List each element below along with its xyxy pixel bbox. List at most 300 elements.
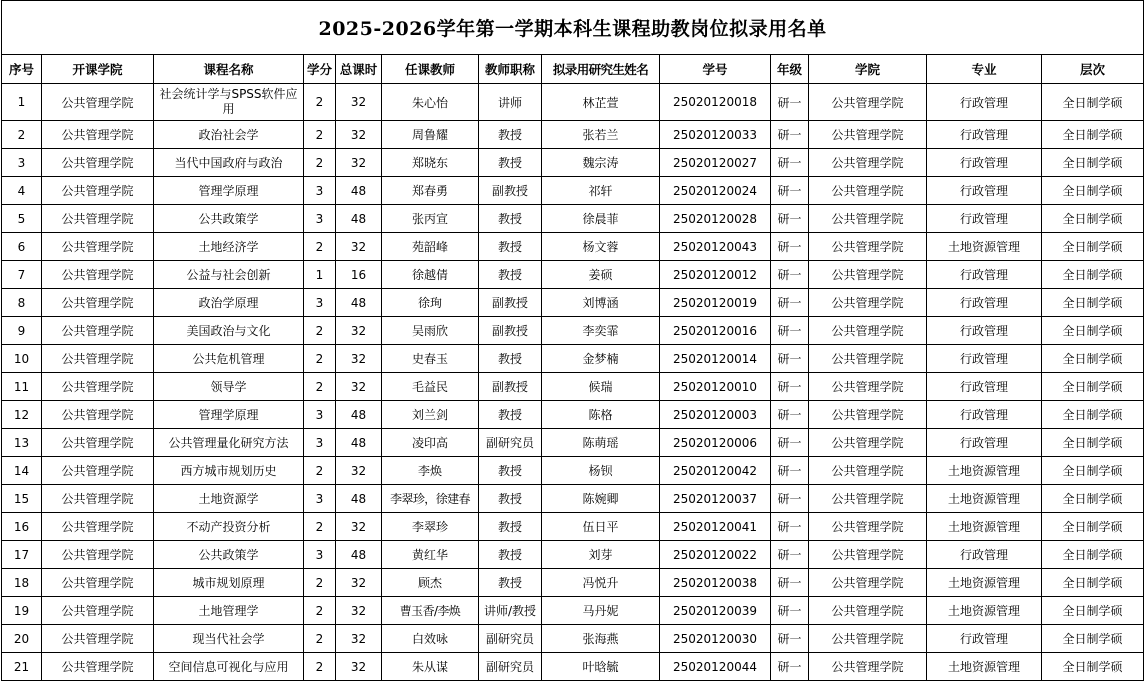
cell-instructor: 凌印高 — [382, 429, 479, 457]
cell-degree-level: 全日制学硕 — [1042, 625, 1144, 653]
cell-index: 2 — [2, 121, 42, 149]
cell-credits: 2 — [304, 149, 336, 177]
cell-major: 土地资源管理 — [927, 653, 1042, 681]
cell-student-name: 陈婉卿 — [542, 485, 660, 513]
cell-instructor: 毛益民 — [382, 373, 479, 401]
cell-college: 公共管理学院 — [42, 429, 154, 457]
cell-instructor-title: 教授 — [479, 261, 542, 289]
cell-student-id: 25020120027 — [660, 149, 771, 177]
cell-credits: 2 — [304, 121, 336, 149]
cell-total-hours: 32 — [336, 373, 382, 401]
table-row — [2, 513, 1144, 541]
cell-major: 行政管理 — [927, 289, 1042, 317]
cell-index: 5 — [2, 205, 42, 233]
cell-student-name: 金梦楠 — [542, 345, 660, 373]
table-row — [2, 345, 1144, 373]
table-row — [2, 401, 1144, 429]
cell-major: 行政管理 — [927, 177, 1042, 205]
admission-list-table — [1, 0, 1144, 681]
cell-course-name: 公共管理量化研究方法 — [154, 429, 304, 457]
cell-index: 16 — [2, 513, 42, 541]
cell-total-hours: 32 — [336, 513, 382, 541]
cell-instructor: 顾杰 — [382, 569, 479, 597]
cell-course-name: 西方城市规划历史 — [154, 457, 304, 485]
cell-grade: 研一 — [771, 401, 809, 429]
cell-college: 公共管理学院 — [42, 373, 154, 401]
cell-student-id: 25020120030 — [660, 625, 771, 653]
cell-student-id: 25020120041 — [660, 513, 771, 541]
cell-index: 20 — [2, 625, 42, 653]
cell-major: 行政管理 — [927, 205, 1042, 233]
cell-major: 行政管理 — [927, 429, 1042, 457]
cell-course-name: 空间信息可视化与应用 — [154, 653, 304, 681]
cell-major: 行政管理 — [927, 84, 1042, 121]
cell-credits: 2 — [304, 513, 336, 541]
cell-major: 土地资源管理 — [927, 457, 1042, 485]
column-header-college: 开课学院 — [42, 55, 154, 84]
cell-student-id: 25020120042 — [660, 457, 771, 485]
cell-student-name: 刘芽 — [542, 541, 660, 569]
cell-college: 公共管理学院 — [42, 513, 154, 541]
cell-credits: 3 — [304, 177, 336, 205]
cell-college: 公共管理学院 — [42, 401, 154, 429]
cell-grade: 研一 — [771, 457, 809, 485]
cell-major: 土地资源管理 — [927, 569, 1042, 597]
cell-degree-level: 全日制学硕 — [1042, 653, 1144, 681]
cell-student-name: 陈萌瑶 — [542, 429, 660, 457]
cell-grade: 研一 — [771, 541, 809, 569]
cell-instructor-title: 教授 — [479, 149, 542, 177]
cell-student-id: 25020120039 — [660, 597, 771, 625]
cell-instructor: 郑春勇 — [382, 177, 479, 205]
cell-student-id: 25020120003 — [660, 401, 771, 429]
cell-major: 行政管理 — [927, 317, 1042, 345]
cell-total-hours: 32 — [336, 597, 382, 625]
cell-total-hours: 32 — [336, 317, 382, 345]
cell-total-hours: 32 — [336, 149, 382, 177]
cell-credits: 2 — [304, 569, 336, 597]
cell-student-id: 25020120043 — [660, 233, 771, 261]
column-header-student-id: 学号 — [660, 55, 771, 84]
cell-index: 19 — [2, 597, 42, 625]
cell-student-id: 25020120028 — [660, 205, 771, 233]
cell-grade: 研一 — [771, 149, 809, 177]
cell-instructor-title: 教授 — [479, 205, 542, 233]
cell-degree-level: 全日制学硕 — [1042, 401, 1144, 429]
cell-instructor-title: 教授 — [479, 569, 542, 597]
cell-student-college: 公共管理学院 — [809, 401, 927, 429]
cell-student-id: 25020120019 — [660, 289, 771, 317]
cell-total-hours: 32 — [336, 345, 382, 373]
cell-major: 行政管理 — [927, 345, 1042, 373]
cell-total-hours: 48 — [336, 289, 382, 317]
cell-index: 6 — [2, 233, 42, 261]
cell-instructor-title: 副研究员 — [479, 429, 542, 457]
column-header-major: 专业 — [927, 55, 1042, 84]
cell-total-hours: 48 — [336, 177, 382, 205]
cell-grade: 研一 — [771, 569, 809, 597]
cell-student-college: 公共管理学院 — [809, 569, 927, 597]
cell-student-id: 25020120018 — [660, 84, 771, 121]
cell-total-hours: 48 — [336, 401, 382, 429]
cell-instructor-title: 教授 — [479, 233, 542, 261]
table-row — [2, 373, 1144, 401]
cell-index: 9 — [2, 317, 42, 345]
cell-credits: 2 — [304, 457, 336, 485]
cell-credits: 2 — [304, 84, 336, 121]
cell-degree-level: 全日制学硕 — [1042, 569, 1144, 597]
cell-student-college: 公共管理学院 — [809, 233, 927, 261]
cell-student-college: 公共管理学院 — [809, 541, 927, 569]
cell-total-hours: 32 — [336, 121, 382, 149]
cell-college: 公共管理学院 — [42, 597, 154, 625]
cell-total-hours: 32 — [336, 457, 382, 485]
cell-major: 土地资源管理 — [927, 485, 1042, 513]
cell-student-name: 马丹妮 — [542, 597, 660, 625]
cell-major: 行政管理 — [927, 261, 1042, 289]
cell-degree-level: 全日制学硕 — [1042, 205, 1144, 233]
cell-course-name: 美国政治与文化 — [154, 317, 304, 345]
cell-instructor: 白效咏 — [382, 625, 479, 653]
cell-credits: 2 — [304, 625, 336, 653]
cell-instructor-title: 教授 — [479, 345, 542, 373]
column-header-student-college: 学院 — [809, 55, 927, 84]
cell-index: 12 — [2, 401, 42, 429]
cell-degree-level: 全日制学硕 — [1042, 513, 1144, 541]
cell-index: 13 — [2, 429, 42, 457]
column-header-grade: 年级 — [771, 55, 809, 84]
cell-college: 公共管理学院 — [42, 261, 154, 289]
cell-grade: 研一 — [771, 597, 809, 625]
cell-major: 行政管理 — [927, 625, 1042, 653]
cell-college: 公共管理学院 — [42, 541, 154, 569]
cell-course-name: 现当代社会学 — [154, 625, 304, 653]
cell-total-hours: 32 — [336, 569, 382, 597]
cell-course-name: 公共危机管理 — [154, 345, 304, 373]
table-row — [2, 121, 1144, 149]
cell-instructor: 史春玉 — [382, 345, 479, 373]
cell-college: 公共管理学院 — [42, 345, 154, 373]
column-header-credits: 学分 — [304, 55, 336, 84]
cell-course-name: 政治学原理 — [154, 289, 304, 317]
cell-student-name: 候瑞 — [542, 373, 660, 401]
cell-grade: 研一 — [771, 177, 809, 205]
cell-course-name: 公共政策学 — [154, 205, 304, 233]
cell-course-name: 不动产投资分析 — [154, 513, 304, 541]
table-row — [2, 149, 1144, 177]
cell-index: 18 — [2, 569, 42, 597]
column-header-total-hours: 总课时 — [336, 55, 382, 84]
cell-student-college: 公共管理学院 — [809, 597, 927, 625]
cell-student-name: 张若兰 — [542, 121, 660, 149]
cell-student-name: 陈格 — [542, 401, 660, 429]
cell-instructor-title: 讲师 — [479, 84, 542, 121]
cell-grade: 研一 — [771, 317, 809, 345]
cell-instructor-title: 教授 — [479, 513, 542, 541]
column-header-degree-level: 层次 — [1042, 55, 1144, 84]
cell-college: 公共管理学院 — [42, 653, 154, 681]
cell-student-id: 25020120038 — [660, 569, 771, 597]
cell-instructor: 吴雨欣 — [382, 317, 479, 345]
cell-student-name: 李奕霏 — [542, 317, 660, 345]
cell-instructor: 张丙宣 — [382, 205, 479, 233]
cell-student-college: 公共管理学院 — [809, 84, 927, 121]
cell-student-id: 25020120012 — [660, 261, 771, 289]
cell-student-name: 徐晨菲 — [542, 205, 660, 233]
cell-degree-level: 全日制学硕 — [1042, 121, 1144, 149]
cell-college: 公共管理学院 — [42, 149, 154, 177]
cell-student-college: 公共管理学院 — [809, 625, 927, 653]
cell-major: 行政管理 — [927, 541, 1042, 569]
cell-student-id: 25020120037 — [660, 485, 771, 513]
table-row — [2, 569, 1144, 597]
table-body — [2, 84, 1144, 681]
cell-credits: 2 — [304, 345, 336, 373]
cell-instructor: 李焕 — [382, 457, 479, 485]
table-row — [2, 597, 1144, 625]
table-row — [2, 177, 1144, 205]
table-row — [2, 233, 1144, 261]
cell-grade: 研一 — [771, 345, 809, 373]
cell-instructor: 李翠珍，徐建春 — [382, 485, 479, 513]
cell-index: 1 — [2, 84, 42, 121]
cell-credits: 3 — [304, 541, 336, 569]
column-header-instructor-title: 教师职称 — [479, 55, 542, 84]
cell-total-hours: 32 — [336, 84, 382, 121]
cell-course-name: 管理学原理 — [154, 401, 304, 429]
cell-index: 21 — [2, 653, 42, 681]
cell-college: 公共管理学院 — [42, 121, 154, 149]
cell-grade: 研一 — [771, 625, 809, 653]
cell-degree-level: 全日制学硕 — [1042, 485, 1144, 513]
table-row — [2, 84, 1144, 121]
cell-student-id: 25020120044 — [660, 653, 771, 681]
cell-student-id: 25020120014 — [660, 345, 771, 373]
column-header-index: 序号 — [2, 55, 42, 84]
cell-course-name: 公共政策学 — [154, 541, 304, 569]
cell-credits: 1 — [304, 261, 336, 289]
table-row — [2, 653, 1144, 681]
cell-grade: 研一 — [771, 653, 809, 681]
cell-index: 10 — [2, 345, 42, 373]
cell-major: 土地资源管理 — [927, 233, 1042, 261]
cell-student-name: 魏宗涛 — [542, 149, 660, 177]
cell-degree-level: 全日制学硕 — [1042, 317, 1144, 345]
cell-index: 15 — [2, 485, 42, 513]
spreadsheet-document — [1, 0, 1144, 681]
table-row — [2, 205, 1144, 233]
cell-grade: 研一 — [771, 429, 809, 457]
cell-college: 公共管理学院 — [42, 485, 154, 513]
cell-index: 17 — [2, 541, 42, 569]
cell-instructor: 周鲁耀 — [382, 121, 479, 149]
cell-student-name: 林芷萱 — [542, 84, 660, 121]
cell-index: 8 — [2, 289, 42, 317]
cell-degree-level: 全日制学硕 — [1042, 233, 1144, 261]
cell-major: 土地资源管理 — [927, 597, 1042, 625]
cell-index: 4 — [2, 177, 42, 205]
cell-instructor-title: 教授 — [479, 541, 542, 569]
cell-course-name: 土地管理学 — [154, 597, 304, 625]
cell-course-name: 社会统计学与SPSS软件应用 — [154, 84, 304, 121]
cell-college: 公共管理学院 — [42, 289, 154, 317]
cell-index: 3 — [2, 149, 42, 177]
cell-instructor-title: 副教授 — [479, 289, 542, 317]
cell-instructor-title: 副教授 — [479, 373, 542, 401]
cell-college: 公共管理学院 — [42, 205, 154, 233]
cell-grade: 研一 — [771, 513, 809, 541]
table-row — [2, 457, 1144, 485]
table-row — [2, 261, 1144, 289]
cell-course-name: 管理学原理 — [154, 177, 304, 205]
cell-course-name: 城市规划原理 — [154, 569, 304, 597]
table-row — [2, 625, 1144, 653]
cell-college: 公共管理学院 — [42, 625, 154, 653]
cell-total-hours: 48 — [336, 485, 382, 513]
cell-total-hours: 48 — [336, 429, 382, 457]
cell-credits: 3 — [304, 205, 336, 233]
cell-total-hours: 48 — [336, 541, 382, 569]
cell-college: 公共管理学院 — [42, 84, 154, 121]
cell-major: 行政管理 — [927, 149, 1042, 177]
cell-course-name: 公益与社会创新 — [154, 261, 304, 289]
column-header-student-name: 拟录用研究生姓名 — [542, 55, 660, 84]
cell-grade: 研一 — [771, 261, 809, 289]
cell-credits: 3 — [304, 289, 336, 317]
cell-degree-level: 全日制学硕 — [1042, 373, 1144, 401]
cell-student-id: 25020120010 — [660, 373, 771, 401]
cell-major: 行政管理 — [927, 401, 1042, 429]
cell-degree-level: 全日制学硕 — [1042, 541, 1144, 569]
cell-index: 7 — [2, 261, 42, 289]
cell-degree-level: 全日制学硕 — [1042, 597, 1144, 625]
cell-grade: 研一 — [771, 289, 809, 317]
cell-degree-level: 全日制学硕 — [1042, 84, 1144, 121]
cell-student-name: 刘博涵 — [542, 289, 660, 317]
cell-instructor-title: 副教授 — [479, 177, 542, 205]
cell-student-college: 公共管理学院 — [809, 653, 927, 681]
cell-student-college: 公共管理学院 — [809, 457, 927, 485]
cell-course-name: 政治社会学 — [154, 121, 304, 149]
cell-course-name: 土地资源学 — [154, 485, 304, 513]
cell-index: 14 — [2, 457, 42, 485]
table-row — [2, 289, 1144, 317]
cell-student-college: 公共管理学院 — [809, 121, 927, 149]
cell-student-college: 公共管理学院 — [809, 485, 927, 513]
cell-college: 公共管理学院 — [42, 177, 154, 205]
cell-student-name: 姜硕 — [542, 261, 660, 289]
cell-degree-level: 全日制学硕 — [1042, 457, 1144, 485]
cell-total-hours: 48 — [336, 205, 382, 233]
cell-student-college: 公共管理学院 — [809, 429, 927, 457]
column-header-row — [2, 55, 1144, 84]
cell-instructor: 刘兰剑 — [382, 401, 479, 429]
cell-instructor: 徐珣 — [382, 289, 479, 317]
cell-student-name: 冯悦升 — [542, 569, 660, 597]
cell-student-name: 伍日平 — [542, 513, 660, 541]
cell-course-name: 领导学 — [154, 373, 304, 401]
column-header-course-name: 课程名称 — [154, 55, 304, 84]
cell-major: 土地资源管理 — [927, 513, 1042, 541]
cell-degree-level: 全日制学硕 — [1042, 177, 1144, 205]
cell-student-college: 公共管理学院 — [809, 149, 927, 177]
cell-student-name: 张海燕 — [542, 625, 660, 653]
table-row — [2, 429, 1144, 457]
cell-student-name: 祁轩 — [542, 177, 660, 205]
cell-student-name: 杨钡 — [542, 457, 660, 485]
cell-instructor: 徐越倩 — [382, 261, 479, 289]
document-title: 2025-2026学年第一学期本科生课程助教岗位拟录用名单 — [2, 1, 1144, 55]
cell-instructor-title: 副研究员 — [479, 625, 542, 653]
cell-grade: 研一 — [771, 373, 809, 401]
cell-degree-level: 全日制学硕 — [1042, 345, 1144, 373]
cell-credits: 3 — [304, 429, 336, 457]
cell-student-id: 25020120016 — [660, 317, 771, 345]
cell-major: 行政管理 — [927, 373, 1042, 401]
cell-instructor-title: 教授 — [479, 401, 542, 429]
cell-total-hours: 32 — [336, 625, 382, 653]
cell-credits: 2 — [304, 597, 336, 625]
cell-grade: 研一 — [771, 84, 809, 121]
cell-total-hours: 16 — [336, 261, 382, 289]
cell-degree-level: 全日制学硕 — [1042, 289, 1144, 317]
cell-credits: 2 — [304, 653, 336, 681]
cell-college: 公共管理学院 — [42, 457, 154, 485]
cell-total-hours: 32 — [336, 233, 382, 261]
cell-grade: 研一 — [771, 121, 809, 149]
cell-instructor: 李翠珍 — [382, 513, 479, 541]
cell-credits: 2 — [304, 373, 336, 401]
cell-instructor-title: 教授 — [479, 121, 542, 149]
cell-college: 公共管理学院 — [42, 569, 154, 597]
cell-student-college: 公共管理学院 — [809, 373, 927, 401]
cell-student-college: 公共管理学院 — [809, 177, 927, 205]
cell-instructor: 朱从谋 — [382, 653, 479, 681]
cell-student-college: 公共管理学院 — [809, 261, 927, 289]
cell-instructor-title: 教授 — [479, 485, 542, 513]
cell-college: 公共管理学院 — [42, 233, 154, 261]
cell-grade: 研一 — [771, 205, 809, 233]
cell-degree-level: 全日制学硕 — [1042, 261, 1144, 289]
table-row — [2, 317, 1144, 345]
cell-college: 公共管理学院 — [42, 317, 154, 345]
cell-instructor-title: 讲师/教授 — [479, 597, 542, 625]
cell-credits: 3 — [304, 485, 336, 513]
column-header-instructor: 任课教师 — [382, 55, 479, 84]
cell-student-college: 公共管理学院 — [809, 289, 927, 317]
cell-instructor: 黄红华 — [382, 541, 479, 569]
cell-course-name: 当代中国政府与政治 — [154, 149, 304, 177]
cell-grade: 研一 — [771, 233, 809, 261]
cell-major: 行政管理 — [927, 121, 1042, 149]
cell-student-name: 叶晗毓 — [542, 653, 660, 681]
cell-course-name: 土地经济学 — [154, 233, 304, 261]
cell-credits: 2 — [304, 233, 336, 261]
cell-instructor-title: 教授 — [479, 457, 542, 485]
cell-student-name: 杨文蓉 — [542, 233, 660, 261]
cell-instructor: 郑晓东 — [382, 149, 479, 177]
cell-credits: 3 — [304, 401, 336, 429]
cell-student-id: 25020120033 — [660, 121, 771, 149]
cell-instructor-title: 副研究员 — [479, 653, 542, 681]
table-row — [2, 541, 1144, 569]
cell-student-college: 公共管理学院 — [809, 317, 927, 345]
cell-student-college: 公共管理学院 — [809, 513, 927, 541]
cell-instructor: 曹玉香/李焕 — [382, 597, 479, 625]
cell-degree-level: 全日制学硕 — [1042, 429, 1144, 457]
cell-grade: 研一 — [771, 485, 809, 513]
cell-student-college: 公共管理学院 — [809, 205, 927, 233]
